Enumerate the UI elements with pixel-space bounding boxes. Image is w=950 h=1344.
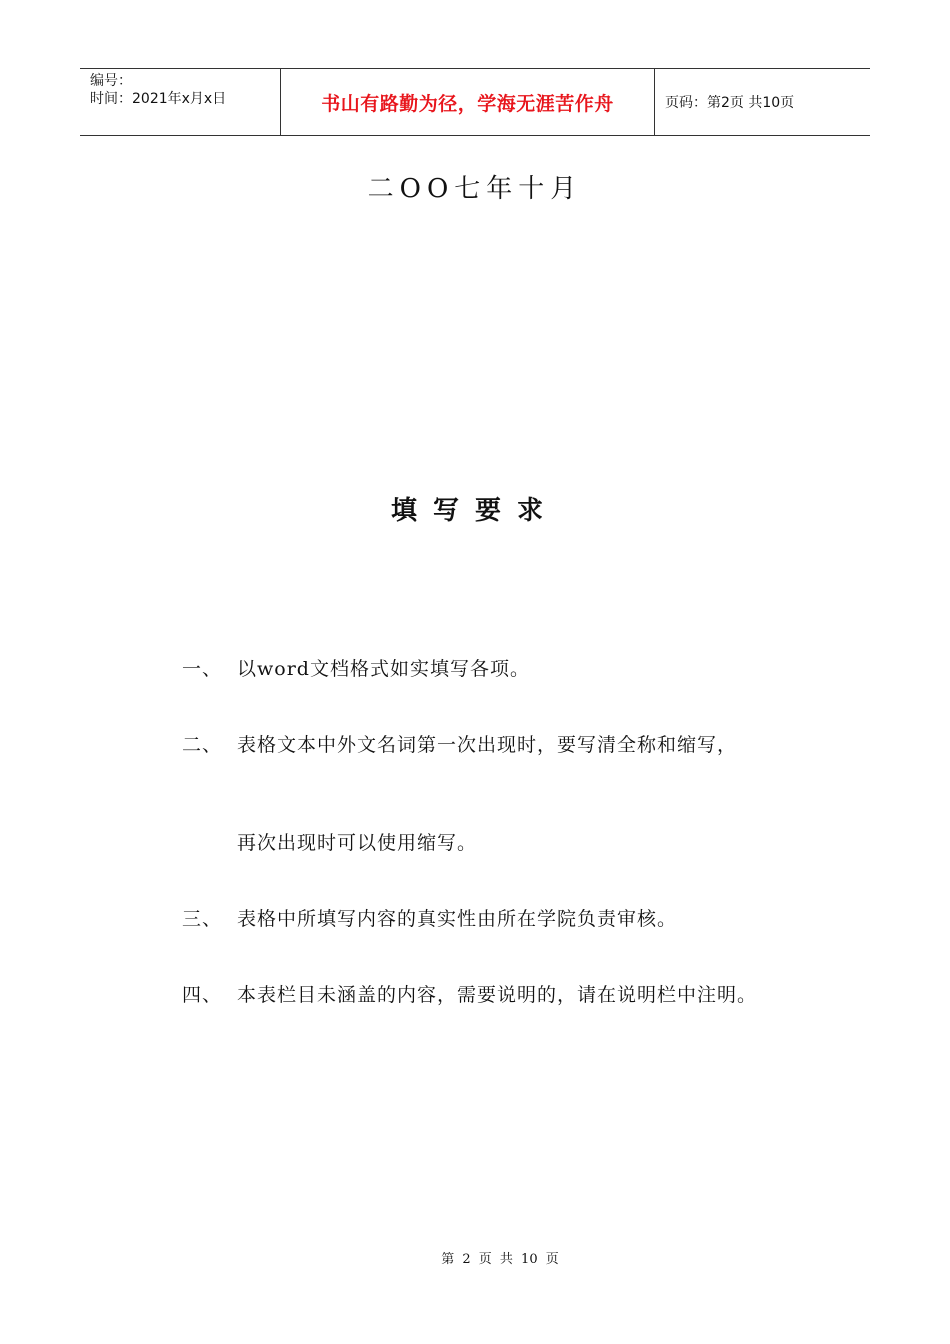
requirement-continuation: 再次出现时可以使用缩写。: [237, 832, 478, 854]
requirement-number: 四、: [182, 984, 223, 1006]
requirement-item: [182, 654, 530, 681]
requirement-item: [182, 980, 757, 1007]
requirement-text: 以word文档格式如实填写各项。: [237, 658, 530, 680]
header-meta-cell: [80, 69, 281, 135]
requirement-number: 三、: [182, 908, 223, 930]
page-footer: 第 2 页 共 10 页: [441, 1252, 559, 1267]
requirement-item: [182, 730, 737, 757]
date-line: 二OO七年十月: [367, 174, 583, 204]
number-label: 编号：: [90, 73, 132, 89]
requirement-number: 一、: [182, 658, 223, 680]
requirement-text: 表格文本中外文名词第一次出现时，要写清全称和缩写，: [237, 734, 738, 756]
time-label: 时间：2021年x月x日: [90, 91, 227, 107]
header-page-info: 页码：第2页 共10页: [665, 95, 795, 111]
section-title: 填写要求: [390, 496, 559, 526]
requirement-item: [182, 904, 677, 931]
header-motto: 书山有路勤为径，学海无涯苦作舟: [281, 69, 655, 135]
requirement-text: 本表栏目未涵盖的内容，需要说明的，请在说明栏中注明。: [237, 984, 758, 1006]
requirement-text: 表格中所填写内容的真实性由所在学院负责审核。: [237, 908, 678, 930]
requirement-number: 二、: [182, 734, 223, 756]
page-header: [80, 68, 870, 136]
